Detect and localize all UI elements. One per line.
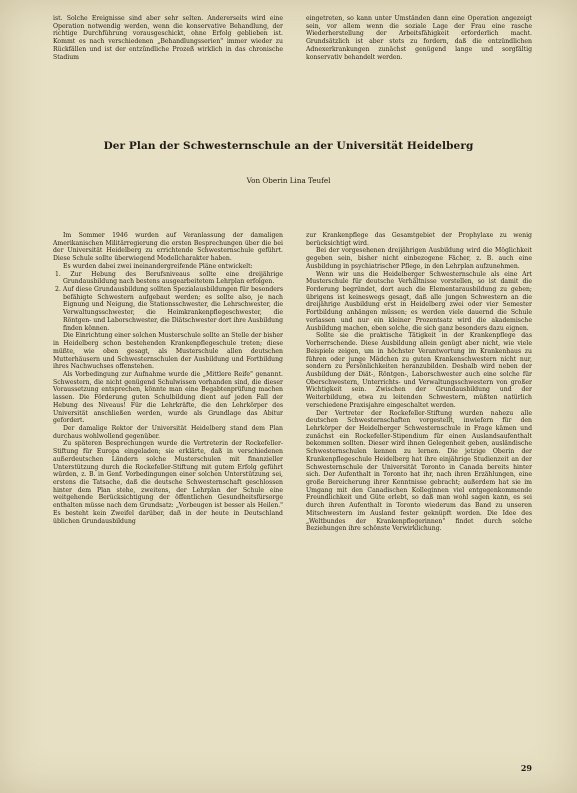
paragraph: Als Vorbedingung zur Aufnahme wurde die „Mittlere Reife" genannt. Schwestern, die nicht genügend Schulwissen vorhanden sind, die dieser Voraussetzung entsprechen, könnte man eine Begabtenprüfung machen lassen. Die Förderung guten Schulbildung dient auf jeden Fall der Hebung des Niveaus! Für die Lehrkräfte, die den Lehrkörper des Universität anschließen werden, wurde als Grundlage das Abitur gefordert. xyxy=(53,370,283,425)
article-column-left xyxy=(53,232,283,525)
paragraph: eingetreten, so kann unter Umständen dann eine Operation angezeigt sein, vor allem wenn die soziale Lage der Frau eine rasche Wiederherstellung der Arbeitsfähigkeit erforderlich macht. Grundsätzlich ist aber stets zu fordern, daß die entzündlichen Adnexerkrankungen zunächst genügend lange und sorgfältig konservativ behandelt werden. xyxy=(306,15,532,61)
paragraph: Bei der vorgesehenen dreijährigen Ausbildung wird die Möglichkeit gegeben sein, bisher nicht einbezogene Fächer, z. B. auch eine Ausbildung in psychiatrischer Pflege, in den Lehrplan aufzunehmen. xyxy=(306,247,532,270)
paragraph: Wenn wir uns die Heidelberger Schwesternschule als eine Art Musterschule für deutsche Verhältnisse vorstellen, so ist damit die Forderung begründet, dort auch die Elementarausbildung zu geben; übrigens ist keineswegs gesagt, daß alle jungen Schwestern an die dreijährige Ausbildung erst in Heidelberg zwei oder vier Semester Fortbildung anhängen müssen; es werden viele dauernd die Schule verlassen und nur ein kleiner Prozentsatz wird die akademische Ausbildung machen, eben solche, die sich ganz besonders dazu eignen. xyxy=(306,270,532,332)
list-item: 2. Auf diese Grundausbildung sollten Spezialausbildungen für besonders befähigte Schwestern aufgebaut werden; es sollte also, je nach Eignung und Neigung, die Stationsschwester, die Lehrschwester, die Verwaltungsschwester, die Heimkrankenpflegeschwester, die Röntgen- und Laborschwester, die Diätschwester dort ihre Ausbildung finden können. xyxy=(55,286,283,332)
continued-text-right xyxy=(306,15,532,61)
article-column-right xyxy=(306,232,532,533)
article-author: Von Oberin Lina Teufel xyxy=(246,176,331,185)
list-item: 1. Zur Hebung des Berufsniveaus sollte eine dreijährige Grundausbildung nach bestens ausgearbeitetem Lehrplan erfolgen. xyxy=(55,270,283,286)
continued-text-left xyxy=(53,15,283,61)
article-title: Der Plan der Schwesternschule an der Universität Heidelberg xyxy=(103,140,474,152)
paragraph: Die Einrichtung einer solchen Musterschule sollte an Stelle der bisher in Heidelberg schon bestehenden Krankenpflegeschule treten; diese müßte, wie oben gesagt, als Musterschule allen deutschen Mutterhäusern und Schwesternschulen der Ausbildung und Fortbildung ihres Nachwuchses offenstehen. xyxy=(53,332,283,371)
paragraph: zur Krankenpflege das Gesamtgebiet der Prophylaxe zu wenig berücksichtigt wird. xyxy=(306,232,532,247)
paragraph: Im Sommer 1946 wurden auf Veranlassung der damaligen Amerikanischen Militärregierung die ersten Besprechungen über die bei der Universität Heidelberg zu errichtende Schwesternschule geführt. Diese Schule sollte überwiegend Modellcharakter haben. xyxy=(53,232,283,263)
paragraph: ist. Solche Ereignisse sind aber sehr selten. Andererseits wird eine Operation notwendig werden, wenn die konservative Behandlung, der richtige Durchführung vorausgeschickt, ohne Erfolg geblieben ist. Kommt es nach verschiedenen „Behandlungsserien" immer wieder zu Rückfällen und ist der entzündliche Prozeß wirklich in das chronische Stadium xyxy=(53,15,283,61)
paragraph: Der Vertreter der Rockefeller-Stiftung wurden nahezu alle deutschen Schwesternschaften vorgestellt, inwiefern für den Lehrkörper der Heidelberger Schwesternschule in Frage kämen und zunächst ein Rockefeller-Stipendium für einen Auslandsaufenthalt bekommen sollten. Dieser wird ihnen Gelegenheit geben, ausländische Schwesternschulen kennen zu lernen. Die jetzige Oberin der Krankenpflegeschule Heidelberg hat ihre einjährige Studienzeit an der Schwesternschule der Universität Toronto in Canada bereits hinter sich. Der Aufenthalt in Toronto hat ihr, nach ihren Erzählungen, eine große Bereicherung ihrer Kenntnisse gebracht; außerdem hat sie im Umgang mit den Canadischen Kolleginnen viel entgegenkommende Freundlichkeit und Güte erlebt, so daß man wohl sagen kann, es sei durch ihren Aufenthalt in Toronto wiederum das Band zu unseren Mitschwestern im Ausland fester geknüpft worden. Die Idee des „Weltbundes der Krankenpflegerinnen" findet durch solche Beziehungen ihre schönste Verwirklichung. xyxy=(306,409,532,533)
paragraph: Es wurden dabei zwei ineinandergreifende Pläne entwickelt: xyxy=(63,262,253,270)
page-number: 29 xyxy=(520,763,532,773)
paragraph: Der damalige Rektor der Universität Heidelberg stand dem Plan durchaus wohlwollend gegenüber. xyxy=(53,424,283,440)
paragraph: Sollte sie die praktische Tätigkeit in der Krankenpflege das Vorherrschende. Diese Ausbildung allein genügt aber nicht, wie viele Beispiele zeigen, um in höchster Verantwortung im Krankenhaus zu führen oder junge Mädchen zu guten Krankenschwestern nicht nur, sondern zu Persönlichkeiten heranzubilden. Deshalb wird neben der Ausbildung der Diät-, Röntgen-, Laborschwester auch eine solche für Oberschwestern, Unterrichts- und Verwaltungsschwestern von großer Wichtigkeit sein. Zwischen der Grundausbildung und der Weiterbildung, etwa zu leitenden Schwestern, müßten natürlich verschiedene Praxisjahre eingeschaltet werden. xyxy=(306,332,532,409)
paragraph: Zu späteren Besprechungen wurde die Vertreterin der Rockefeller-Stiftung für Europa eingeladen; sie erklärte, daß in verschiedenen außerdeutschen Ländern solche Musterschulen mit finanzieller Unterstützung durch die Rockefeller-Stiftung mit gutem Erfolg geführt würden, z. B. in Genf. Vorbedingungen einer solchen Unterstützung sei, erstens die Tatsache, daß die deutsche Schwesternschaft geschlossen hinter dem Plan stehe, zweitens, der Lehrplan der Schule eine weitgehende Berücksichtigung der öffentlichen Gesundheitsfürsorge enthalten müsse nach dem Grundsatz: „Vorbeugen ist besser als Heilen." Es besteht kein Zweifel darüber, daß in der heute in Deutschland üblichen Grundausbildung xyxy=(53,440,283,525)
